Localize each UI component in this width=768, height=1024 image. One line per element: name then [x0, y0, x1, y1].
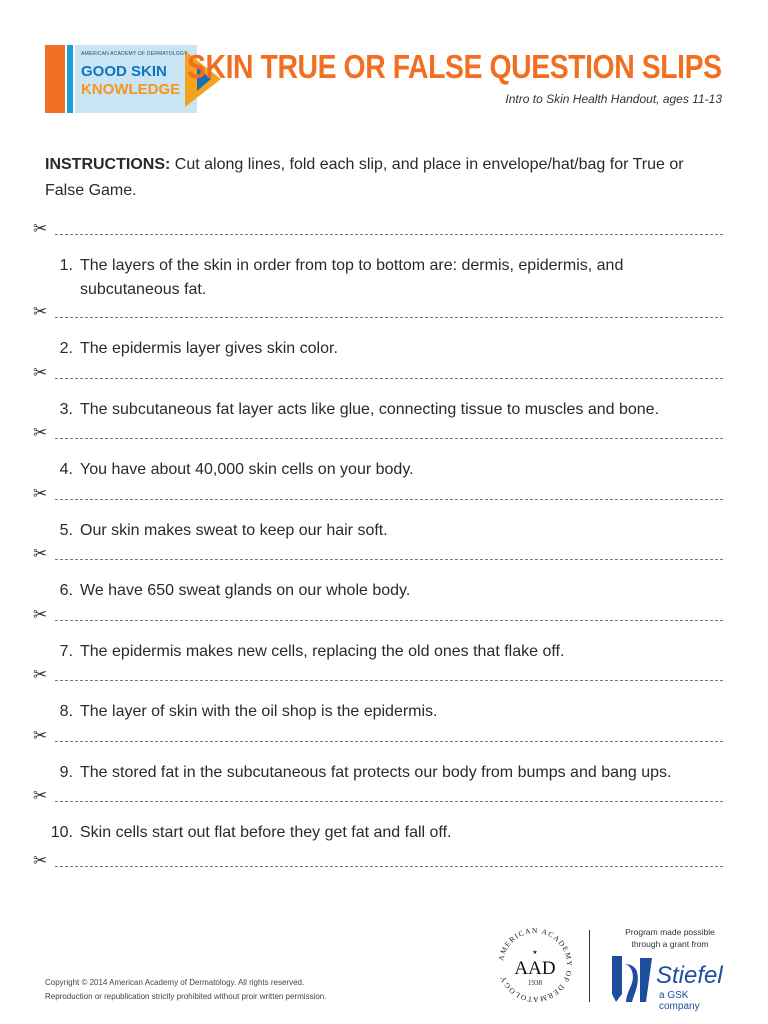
slip-number: 5. [59, 522, 73, 539]
scissors-icon: ✂ [33, 363, 48, 382]
question-slip-3 [45, 398, 725, 422]
scissors-icon: ✂ [33, 605, 48, 624]
page-title: SKIN TRUE OR FALSE QUESTION SLIPS [187, 48, 722, 85]
grant-notice [610, 926, 730, 950]
copyright-line-2: Reproduction or republication strictly prohibited without proir written permission. [45, 992, 327, 1001]
slip-text: The layers of the skin in order from top to bottom are: dermis, epidermis, and subcutaneous fat. [80, 257, 624, 298]
instructions-text: Cut along lines, fold each slip, and place in envelope/hat/bag for True or False Game. [45, 156, 684, 199]
cut-line [33, 605, 723, 628]
slip-number: 1. [59, 257, 73, 274]
question-slip-8 [45, 700, 725, 724]
scissors-icon: ✂ [33, 219, 48, 238]
dashed-line [55, 620, 723, 621]
seal-star-icon: ★ [532, 950, 538, 956]
slip-text: Our skin makes sweat to keep our hair soft. [80, 522, 388, 539]
slip-number: 8. [59, 703, 73, 720]
question-slip-1 [45, 254, 645, 302]
cut-line [33, 423, 723, 446]
question-slip-4 [45, 458, 725, 482]
slip-text: The epidermis layer gives skin color. [80, 340, 338, 357]
instructions-label: INSTRUCTIONS: [45, 156, 171, 173]
seal-initials: AAD [514, 958, 556, 979]
logo-orange-bar [45, 45, 65, 113]
scissors-icon: ✂ [33, 786, 48, 805]
sponsor-name: Stiefel [656, 962, 723, 989]
cut-line [33, 302, 723, 325]
dashed-line [55, 378, 723, 379]
slip-number: 6. [59, 582, 73, 599]
slip-text: We have 650 sweat glands on our whole body. [80, 582, 411, 599]
dashed-line [55, 680, 723, 681]
scissors-icon: ✂ [33, 484, 48, 503]
slip-number: 9. [59, 764, 73, 781]
slip-text: The stored fat in the subcutaneous fat protects our body from bumps and bang ups. [80, 764, 672, 781]
logo-line-2: KNOWLEDGE [81, 81, 181, 98]
question-slip-7 [45, 640, 725, 664]
scissors-icon: ✂ [33, 423, 48, 442]
instructions [45, 152, 705, 204]
cut-line [33, 851, 723, 874]
cut-line [33, 665, 723, 688]
scissors-icon: ✂ [33, 851, 48, 870]
slip-text: You have about 40,000 skin cells on your body. [80, 461, 414, 478]
dashed-line [55, 438, 723, 439]
grant-line-2: through a grant from [631, 939, 709, 949]
logo-line-1: GOOD SKIN [81, 63, 167, 80]
sponsor-subtitle: a GSK company [659, 990, 700, 1012]
page-subtitle: Intro to Skin Health Handout, ages 11-13 [505, 92, 722, 106]
slip-text: The epidermis makes new cells, replacing the old ones that flake off. [80, 643, 565, 660]
question-slip-2 [45, 337, 725, 361]
dashed-line [55, 801, 723, 802]
slip-number: 4. [59, 461, 73, 478]
cut-line [33, 726, 723, 749]
scissors-icon: ✂ [33, 302, 48, 321]
copyright-line-1: Copyright © 2014 American Academy of Dermatology. All rights reserved. [45, 978, 305, 987]
stiefel-mark-icon [610, 954, 654, 1004]
stiefel-logo [610, 952, 730, 1012]
dashed-line [55, 499, 723, 500]
slip-number: 3. [59, 401, 73, 418]
seal-year: 1938 [528, 979, 542, 987]
scissors-icon: ✂ [33, 665, 48, 684]
cut-line [33, 484, 723, 507]
slip-number: 2. [59, 340, 73, 357]
cut-line [33, 219, 723, 242]
footer-divider [589, 930, 590, 1002]
scissors-icon: ✂ [33, 726, 48, 745]
cut-line [33, 544, 723, 567]
question-slip-10 [45, 821, 725, 845]
dashed-line [55, 234, 723, 235]
scissors-icon: ✂ [33, 544, 48, 563]
slip-number: 7. [59, 643, 73, 660]
dashed-line [55, 317, 723, 318]
logo-blue-bar [67, 45, 73, 113]
slip-text: The subcutaneous fat layer acts like glue, connecting tissue to muscles and bone. [80, 401, 660, 418]
question-slip-5 [45, 519, 725, 543]
logo-org-text: AMERICAN ACADEMY OF DERMATOLOGY [81, 51, 188, 57]
dashed-line [55, 559, 723, 560]
copyright-notice [45, 976, 326, 1004]
dashed-line [55, 741, 723, 742]
slip-text: Skin cells start out flat before they get fat and fall off. [80, 824, 452, 841]
question-slip-6 [45, 579, 725, 603]
slip-number: 10. [50, 824, 73, 841]
dashed-line [55, 866, 723, 867]
aad-seal [494, 924, 576, 1006]
seal-arc-text: AMERICAN ACADEMY OF DERMATOLOGY [496, 925, 575, 1005]
grant-line-1: Program made possible [625, 927, 715, 937]
cut-line [33, 786, 723, 809]
cut-line [33, 363, 723, 386]
slip-text: The layer of skin with the oil shop is the epidermis. [80, 703, 438, 720]
question-slip-9 [45, 761, 725, 785]
